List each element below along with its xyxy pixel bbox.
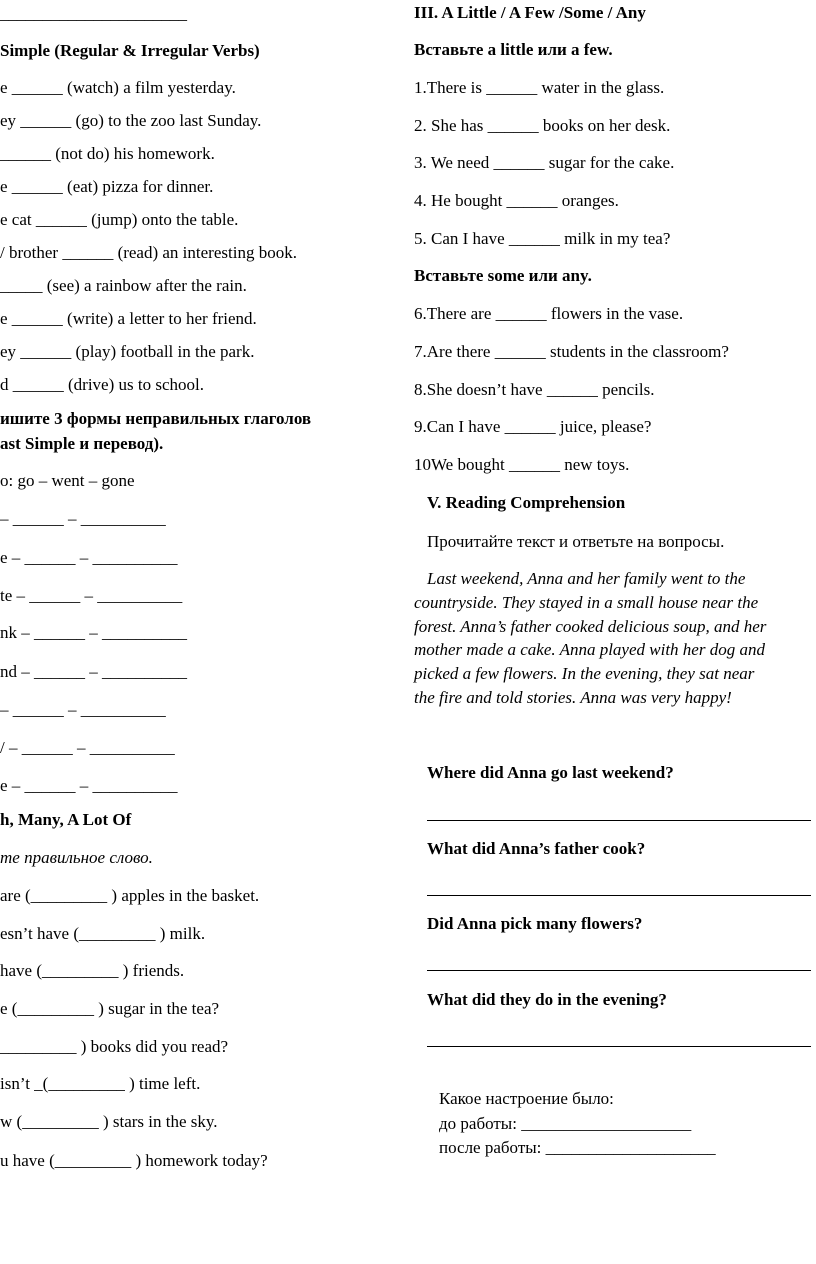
verb-form-item: / – ______ – __________ bbox=[0, 738, 175, 757]
section5-title: V. Reading Comprehension bbox=[427, 493, 626, 512]
exercise-item: e ______ (watch) a film yesterday. bbox=[0, 78, 236, 97]
exercise-item: 10We bought ______ new toys. bbox=[414, 455, 630, 474]
exercise-item: _____ (see) a rainbow after the rain. bbox=[0, 276, 247, 295]
verb-form-item: – ______ – __________ bbox=[0, 509, 166, 528]
exercise-item: 5. Can I have ______ milk in my tea? bbox=[414, 229, 671, 248]
question: What did they do in the evening? bbox=[427, 990, 667, 1009]
exercise-item: isn’t _(_________ ) time left. bbox=[0, 1074, 201, 1093]
exercise-item: w (_________ ) stars in the sky. bbox=[0, 1112, 218, 1131]
exercise-item: 2. She has ______ books on her desk. bbox=[414, 116, 671, 135]
story-line: countryside. They stayed in a small house near the bbox=[414, 593, 759, 612]
section3-example: o: go – went – gone bbox=[0, 471, 135, 490]
exercise-item: _________ ) books did you read? bbox=[0, 1037, 229, 1056]
mood-after: после работы: ____________________ bbox=[439, 1138, 716, 1157]
verb-form-item: – ______ – __________ bbox=[0, 700, 166, 719]
exercise-item: have (_________ ) friends. bbox=[0, 961, 185, 980]
exercise-item: ______ (not do) his homework. bbox=[0, 144, 215, 163]
answer-line[interactable] bbox=[427, 895, 811, 896]
answer-line[interactable] bbox=[427, 820, 811, 821]
section3-title-line1: ишите 3 формы неправильных глаголов bbox=[0, 409, 312, 428]
answer-line[interactable] bbox=[427, 1046, 811, 1047]
verb-form-item: te – ______ – __________ bbox=[0, 586, 183, 605]
exercise-item: are (_________ ) apples in the basket. bbox=[0, 886, 260, 905]
exercise-item: 1.There is ______ water in the glass. bbox=[414, 78, 665, 97]
exercise-item: 6.There are ______ flowers in the vase. bbox=[414, 304, 684, 323]
section3-right-title: III. A Little / A Few /Some / Any bbox=[414, 3, 646, 22]
verb-form-item: nk – ______ – __________ bbox=[0, 623, 187, 642]
exercise-item: 3. We need ______ sugar for the cake. bbox=[414, 153, 675, 172]
answer-line[interactable] bbox=[427, 970, 811, 971]
question: Did Anna pick many flowers? bbox=[427, 914, 643, 933]
exercise-item: 9.Can I have ______ juice, please? bbox=[414, 417, 652, 436]
exercise-item: 8.She doesn’t have ______ pencils. bbox=[414, 380, 655, 399]
instruction-some-any: Вставьте some или any. bbox=[414, 266, 592, 285]
question: Where did Anna go last weekend? bbox=[427, 763, 674, 782]
story-line: mother made a cake. Anna played with her dog and bbox=[414, 640, 765, 659]
section4-title: h, Many, A Lot Of bbox=[0, 810, 132, 829]
verb-form-item: e – ______ – __________ bbox=[0, 548, 178, 567]
exercise-item: e ______ (write) a letter to her friend. bbox=[0, 309, 257, 328]
exercise-item: d ______ (drive) us to school. bbox=[0, 375, 204, 394]
exercise-item: ey ______ (play) football in the park. bbox=[0, 342, 255, 361]
section4-instruction: те правильное слово. bbox=[0, 848, 153, 867]
section3-title-line2: ast Simple и перевод). bbox=[0, 434, 164, 453]
exercise-item: esn’t have (_________ ) milk. bbox=[0, 924, 206, 943]
top-underline: ______________________ bbox=[0, 4, 187, 23]
exercise-item: 7.Are there ______ students in the classroom? bbox=[414, 342, 729, 361]
section2-title: Simple (Regular & Irregular Verbs) bbox=[0, 41, 260, 60]
exercise-item: ey ______ (go) to the zoo last Sunday. bbox=[0, 111, 262, 130]
section5-instruction: Прочитайте текст и ответьте на вопросы. bbox=[427, 532, 725, 551]
mood-title: Какое настроение было: bbox=[439, 1089, 614, 1108]
verb-form-item: nd – ______ – __________ bbox=[0, 662, 187, 681]
exercise-item: u have (_________ ) homework today? bbox=[0, 1151, 268, 1170]
question: What did Anna’s father cook? bbox=[427, 839, 646, 858]
exercise-item: e ______ (eat) pizza for dinner. bbox=[0, 177, 214, 196]
verb-form-item: e – ______ – __________ bbox=[0, 776, 178, 795]
exercise-item: e (_________ ) sugar in the tea? bbox=[0, 999, 220, 1018]
story-line: the fire and told stories. Anna was very happy! bbox=[414, 688, 732, 707]
instruction-little-few: Вставьте a little или a few. bbox=[414, 40, 613, 59]
mood-before: до работы: ____________________ bbox=[439, 1114, 692, 1133]
exercise-item: e cat ______ (jump) onto the table. bbox=[0, 210, 239, 229]
story-line: picked a few flowers. In the evening, they sat near bbox=[414, 664, 755, 683]
exercise-item: 4. He bought ______ oranges. bbox=[414, 191, 619, 210]
story-line: forest. Anna’s father cooked delicious soup, and her bbox=[414, 617, 767, 636]
exercise-item: / brother ______ (read) an interesting book. bbox=[0, 243, 297, 262]
story-line: Last weekend, Anna and her family went to the bbox=[427, 569, 746, 588]
